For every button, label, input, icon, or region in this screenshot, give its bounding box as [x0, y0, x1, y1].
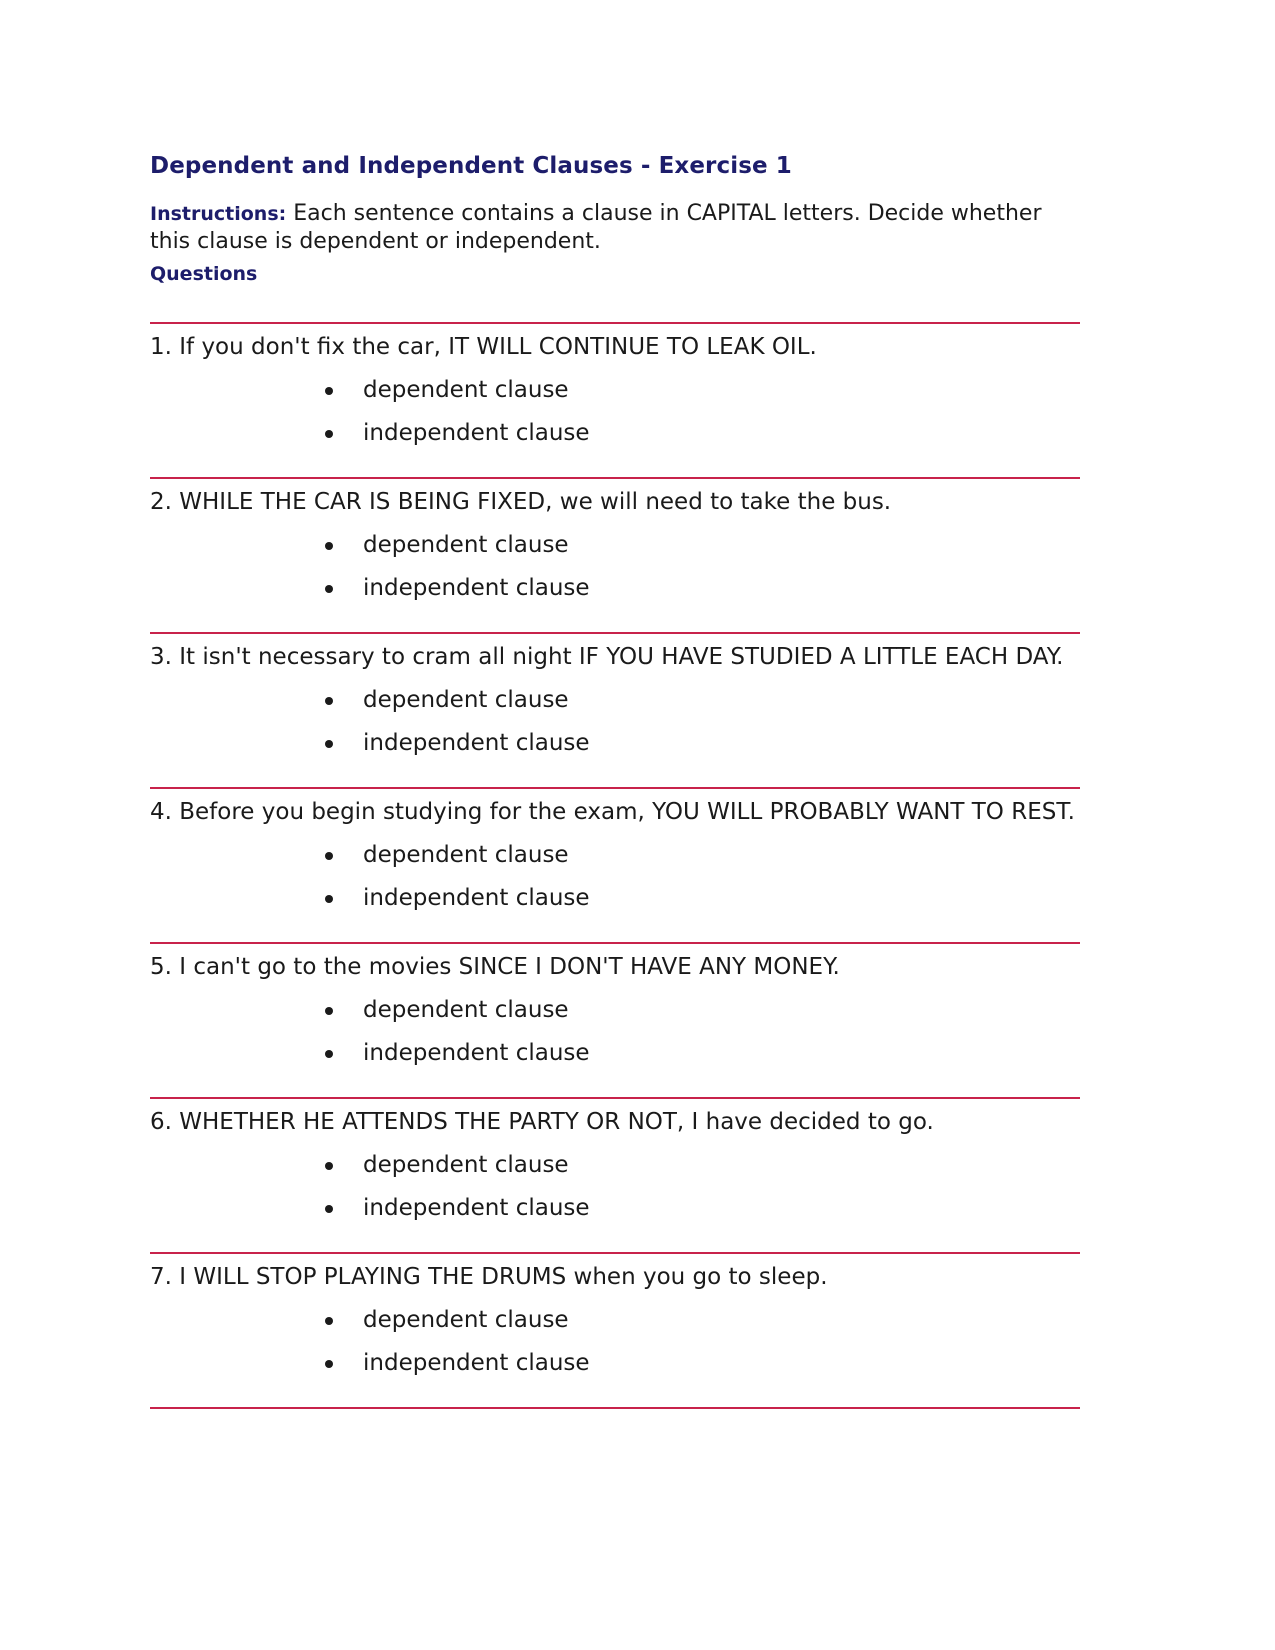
bullet-icon: [325, 1162, 333, 1170]
question-item: [150, 789, 1080, 942]
bullet-icon: [325, 1050, 333, 1058]
option-label: independent clause: [363, 1350, 590, 1376]
questions-heading: Questions: [150, 263, 258, 285]
bullet-icon: [325, 852, 333, 860]
bullet-icon: [325, 1360, 333, 1368]
questions-list: [150, 324, 1080, 1409]
option-dependent[interactable]: [325, 840, 1080, 871]
page-title: Dependent and Independent Clauses - Exercise 1: [150, 153, 792, 179]
question-item: [150, 634, 1080, 787]
question-item: [150, 1099, 1080, 1252]
answer-options: [150, 530, 1080, 604]
question-item: [150, 324, 1080, 477]
option-label: dependent clause: [363, 377, 569, 403]
instructions: [150, 200, 1080, 256]
instructions-text: Each sentence contains a clause in CAPITAL letters. Decide whether this clause is dependent or independent.: [150, 201, 1042, 254]
option-independent[interactable]: [325, 573, 1080, 604]
question-text: 1. If you don't fix the car, IT WILL CONTINUE TO LEAK OIL.: [150, 334, 817, 360]
option-dependent[interactable]: [325, 1150, 1080, 1181]
option-dependent[interactable]: [325, 530, 1080, 561]
option-label: independent clause: [363, 885, 590, 911]
option-dependent[interactable]: [325, 995, 1080, 1026]
question-text: 6. WHETHER HE ATTENDS THE PARTY OR NOT, I have decided to go.: [150, 1109, 934, 1135]
option-dependent[interactable]: [325, 375, 1080, 406]
option-dependent[interactable]: [325, 685, 1080, 716]
option-label: independent clause: [363, 1040, 590, 1066]
answer-options: [150, 840, 1080, 914]
option-label: independent clause: [363, 575, 590, 601]
question-text: 4. Before you begin studying for the exam, YOU WILL PROBABLY WANT TO REST.: [150, 799, 1075, 825]
option-label: dependent clause: [363, 1152, 569, 1178]
bullet-icon: [325, 585, 333, 593]
question-text: 3. It isn't necessary to cram all night IF YOU HAVE STUDIED A LITTLE EACH DAY.: [150, 644, 1064, 670]
question-item: [150, 944, 1080, 1097]
question-item: [150, 479, 1080, 632]
option-label: independent clause: [363, 1195, 590, 1221]
bullet-icon: [325, 387, 333, 395]
option-independent[interactable]: [325, 1348, 1080, 1379]
bullet-icon: [325, 1317, 333, 1325]
divider: [150, 1407, 1080, 1409]
option-label: dependent clause: [363, 687, 569, 713]
option-independent[interactable]: [325, 418, 1080, 449]
question-item: [150, 1254, 1080, 1407]
option-label: dependent clause: [363, 842, 569, 868]
option-independent[interactable]: [325, 1193, 1080, 1224]
worksheet-page: [150, 150, 1080, 1409]
answer-options: [150, 375, 1080, 449]
question-text: 7. I WILL STOP PLAYING THE DRUMS when you go to sleep.: [150, 1264, 828, 1290]
option-label: independent clause: [363, 730, 590, 756]
option-label: dependent clause: [363, 1307, 569, 1333]
answer-options: [150, 685, 1080, 759]
option-dependent[interactable]: [325, 1305, 1080, 1336]
option-independent[interactable]: [325, 883, 1080, 914]
answer-options: [150, 995, 1080, 1069]
bullet-icon: [325, 740, 333, 748]
bullet-icon: [325, 542, 333, 550]
instructions-label: Instructions:: [150, 203, 287, 225]
option-independent[interactable]: [325, 1038, 1080, 1069]
bullet-icon: [325, 430, 333, 438]
bullet-icon: [325, 1205, 333, 1213]
bullet-icon: [325, 895, 333, 903]
question-text: 2. WHILE THE CAR IS BEING FIXED, we will need to take the bus.: [150, 489, 892, 515]
bullet-icon: [325, 1007, 333, 1015]
answer-options: [150, 1305, 1080, 1379]
option-label: independent clause: [363, 420, 590, 446]
option-label: dependent clause: [363, 532, 569, 558]
question-text: 5. I can't go to the movies SINCE I DON'T HAVE ANY MONEY.: [150, 954, 840, 980]
option-label: dependent clause: [363, 997, 569, 1023]
bullet-icon: [325, 697, 333, 705]
option-independent[interactable]: [325, 728, 1080, 759]
answer-options: [150, 1150, 1080, 1224]
